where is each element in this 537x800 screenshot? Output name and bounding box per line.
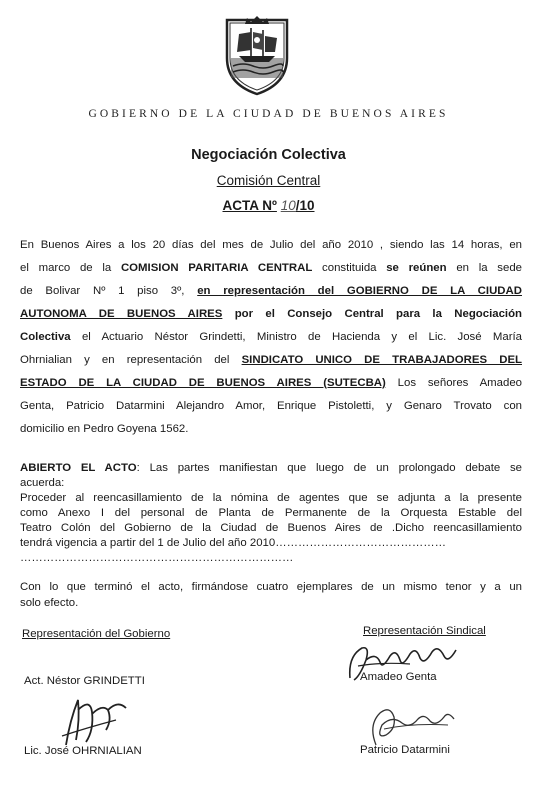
union-representation-heading: Representación Sindical [363,625,486,637]
document-title: Negociación Colectiva [191,147,346,163]
text-run: el Actuario Néstor Grindetti, Ministro de Hacienda y el Lic. José María [70,331,522,343]
body-line: como Anexo I del personal de Planta de Permanente de la Orquesta Estable del [20,507,522,519]
body-line: Con lo que terminó el acto, firmándose cuatro ejemplares de un mismo tenor y a un [20,581,522,593]
city-seal-emblem [217,14,297,96]
acta-suffix: /10 [295,198,315,213]
body-line: Genta, Patricio Datarmini Alejandro Amor, Enrique Pistoletti, y Genaro Trovato con [20,400,522,412]
body-line: ……………………………………………………………… [20,552,294,564]
document-subtitle [0,173,537,188]
body-line [20,261,522,275]
text-run: : Las partes manifiestan que luego de un prolongado debate se [136,462,523,474]
bold-run: COMISION PARITARIA CENTRAL [120,262,313,274]
bold-run: por el Consejo Central para la Negociación [222,308,522,320]
government-heading: GOBIERNO DE LA CIUDAD DE BUENOS AIRES [88,108,449,120]
body-line [20,353,522,367]
text-run: en la sede [446,262,522,274]
text-run: Los señores Amadeo [385,377,522,389]
government-signatory-1: Act. Néstor GRINDETTI [24,675,145,687]
body-line: Teatro Colón del Gobierno de la Ciudad de Buenos Aires de .Dicho reencasillamiento [20,522,522,534]
body-line [20,307,522,321]
acta-handwritten-number: 10 [280,198,296,213]
body-line [20,461,522,475]
body-line: En Buenos Aires a los 20 días del mes de Julio del año 2010 , siendo las 14 horas, en [20,239,522,251]
subtitle-text: Comisión Central [216,173,321,188]
text-run: de Bolivar Nº 1 piso 3º, [20,285,198,297]
body-line [20,376,522,390]
bold-run: ABIERTO EL ACTO [20,462,137,474]
body-line: Proceder al reencasillamiento de la nómina de agentes que se adjunta a la presente [20,492,522,504]
body-line [20,284,522,298]
datarmini-signature [362,695,462,750]
bold-run: Colectiva [20,331,71,343]
body-line: domicilio en Pedro Goyena 1562. [20,423,189,435]
body-line: tendrá vigencia a partir del 1 de Julio del año 2010……………………………………… [20,537,447,549]
government-signatory-2: Lic. José OHRNIALIAN [24,745,142,757]
acta-prefix: ACTA Nº [222,198,277,213]
bold-underlined-run: ESTADO DE LA CIUDAD DE BUENOS AIRES (SUTECBA) [20,377,386,389]
text-run: constituida [312,262,387,274]
government-representation-heading: Representación del Gobierno [22,628,171,640]
text-run: Ohrnialian y en representación del [20,354,242,366]
bold-run: se reúnen [386,262,447,274]
acta-number [0,198,537,213]
bold-underlined-run: en representación del GOBIERNO DE LA CIUDAD [197,285,522,297]
bold-underlined-run: AUTONOMA DE BUENOS AIRES [20,308,223,320]
body-line [20,330,522,344]
ohrnialian-signature [56,690,136,750]
union-signatory-1: Amadeo Genta [360,671,437,683]
text-run: el marco de la [20,262,121,274]
body-line: solo efecto. [20,597,79,609]
body-line: acuerda: [20,477,65,489]
union-signatory-2: Patricio Datarmini [360,744,450,756]
bold-underlined-run: SINDICATO UNICO DE TRABAJADORES DEL [241,354,522,366]
